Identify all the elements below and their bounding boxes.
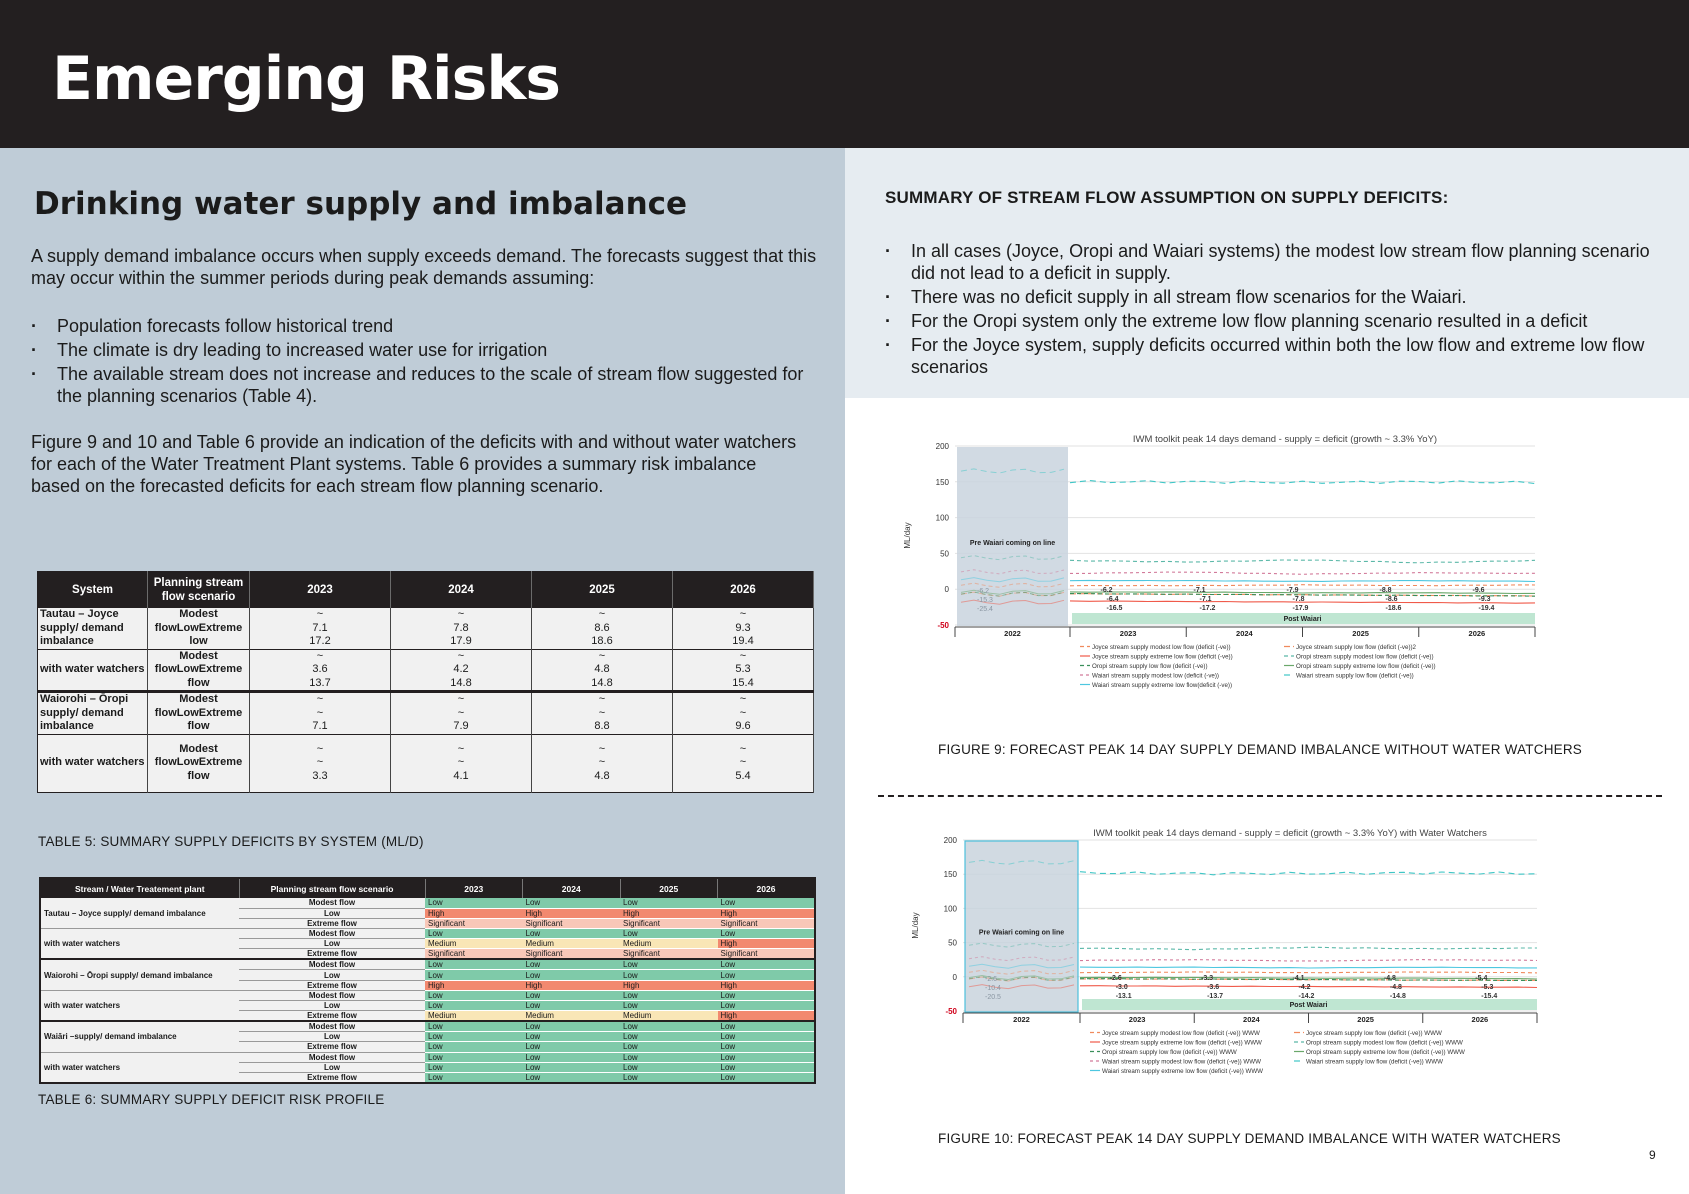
legend-entry: Oropi stream supply low flow (deficit (-ve)) WWW xyxy=(1102,1049,1237,1056)
legend-entry: Waiari stream supply low flow (deficit (-ve)) WWW xyxy=(1306,1058,1443,1066)
scenario-cell: Modest flowLowExtreme flow xyxy=(148,649,250,692)
risk-cell: High xyxy=(523,908,621,918)
legend-entry: Oropi stream supply modest low flow (deficit (-ve)) WWW xyxy=(1306,1039,1463,1047)
system-cell: Waiāri –supply/ demand imbalance xyxy=(40,1021,239,1052)
table-row xyxy=(40,990,815,1000)
x-tick-label: 2026 xyxy=(1468,629,1486,638)
risk-cell: Significant xyxy=(523,949,621,960)
y-tick-label: 0 xyxy=(944,585,949,595)
scenario-cell: Low xyxy=(239,908,425,918)
data-label: -17.2 xyxy=(1199,605,1216,613)
value-cell: ~ ~ 5.4 xyxy=(673,734,814,792)
value-cell: ~ 9.3 19.4 xyxy=(673,608,814,650)
risk-cell: High xyxy=(718,939,816,949)
risk-cell: Significant xyxy=(425,918,523,928)
y-tick-label: 100 xyxy=(935,513,949,523)
data-label: -8.6 xyxy=(1385,596,1398,604)
legend-entry: Joyce stream supply low flow (deficit (-ve))2 xyxy=(1296,644,1417,651)
system-cell: with water watchers xyxy=(38,734,148,792)
risk-cell: Low xyxy=(718,929,816,939)
table-header-cell: 2023 xyxy=(425,878,523,898)
value-cell: ~ ~ 7.1 xyxy=(250,692,391,735)
risk-cell: High xyxy=(718,908,816,918)
risk-cell: Low xyxy=(718,1052,816,1062)
risk-cell: Low xyxy=(425,970,523,980)
system-cell: Waiorohi – Ōropi supply/ demand imbalance xyxy=(38,692,148,735)
risk-cell: Low xyxy=(620,1021,718,1032)
scenario-cell: Modest flow xyxy=(239,929,425,939)
table-header-cell: 2025 xyxy=(532,572,673,608)
y-tick-label: 50 xyxy=(948,938,957,948)
scenario-cell: Modest flowLowExtreme flow xyxy=(148,734,250,792)
data-label: -10.4 xyxy=(985,984,1001,992)
value-cell: ~ 4.8 14.8 xyxy=(532,649,673,692)
legend-entry: Waiari stream supply extreme low flow (deficit (-ve)) WWW xyxy=(1102,1068,1264,1075)
pre-waiari-label: Pre Waiari coming on line xyxy=(969,539,1056,547)
table-row xyxy=(40,898,815,908)
risk-cell: Low xyxy=(523,1062,621,1072)
legend-entry: Oropi stream supply modest low flow (deficit (-ve)) xyxy=(1296,653,1434,661)
data-label: -6.2 xyxy=(1100,587,1113,595)
x-tick-label: 2023 xyxy=(1128,1015,1146,1024)
risk-cell: Low xyxy=(718,1072,816,1083)
data-label: -6.2 xyxy=(977,588,990,596)
system-cell: with water watchers xyxy=(40,929,239,960)
risk-cell: Significant xyxy=(620,918,718,928)
risk-cell: Low xyxy=(620,929,718,939)
x-tick-label: 2022 xyxy=(1013,1015,1030,1024)
risk-cell: Low xyxy=(718,1062,816,1072)
series-line xyxy=(1070,572,1535,574)
value-cell: ~ ~ 9.6 xyxy=(673,692,814,735)
risk-cell: Low xyxy=(425,898,523,908)
table-row xyxy=(40,1021,815,1032)
value-cell: ~ 3.6 13.7 xyxy=(250,649,391,692)
list-item: · In all cases (Joyce, Oropi and Waiari systems) the modest low stream flow planning scenario did not lead to a deficit in supply. xyxy=(885,240,1660,284)
figure-reference-paragraph: Figure 9 and 10 and Table 6 provide an indication of the deficits with and without water watchers for each of the Water Treatment Plant systems. Table 6 provides a summary risk imbalance based on the forecasted deficits for each stream flow planning scenario. xyxy=(31,432,797,496)
data-label: -7.1 xyxy=(1199,596,1212,604)
risk-cell: Low xyxy=(620,959,718,970)
risk-cell: Medium xyxy=(523,939,621,949)
scenario-cell: Low xyxy=(239,1032,425,1042)
scenario-cell: Low xyxy=(239,1062,425,1072)
pre-waiari-label: Pre Waiari coming on line xyxy=(978,929,1065,937)
divider xyxy=(878,795,1662,797)
list-item: · The available stream does not increase and reduces to the scale of stream flow suggested for the planning scenarios (Table 4). xyxy=(31,363,821,407)
legend-entry: Joyce stream supply low flow (deficit (-ve)) WWW xyxy=(1306,1030,1442,1037)
value-cell: ~ ~ 7.9 xyxy=(391,692,532,735)
table-row xyxy=(38,608,814,650)
figure10-caption: FIGURE 10: FORECAST PEAK 14 DAY SUPPLY DEMAND IMBALANCE WITH WATER WATCHERS xyxy=(938,1131,1561,1146)
risk-cell: Low xyxy=(425,959,523,970)
scenario-cell: Low xyxy=(239,970,425,980)
scenario-cell: Modest flow xyxy=(239,898,425,908)
figure9-chart xyxy=(900,428,1640,733)
risk-cell: Low xyxy=(425,1001,523,1011)
scenario-cell: Low xyxy=(239,939,425,949)
data-label: -15.4 xyxy=(1481,992,1498,1000)
value-cell: ~ 8.6 18.6 xyxy=(532,608,673,650)
data-label: -18.6 xyxy=(1385,605,1402,613)
risk-cell: Low xyxy=(523,1032,621,1042)
scenario-cell: Extreme flow xyxy=(239,1011,425,1022)
risk-cell: High xyxy=(718,1011,816,1022)
scenario-cell: Modest flow xyxy=(239,959,425,970)
scenario-cell: Extreme flow xyxy=(239,949,425,960)
series-line xyxy=(1080,972,1537,973)
risk-cell: Low xyxy=(718,970,816,980)
scenario-cell: Low xyxy=(239,1001,425,1011)
risk-cell: Low xyxy=(523,990,621,1000)
risk-cell: Low xyxy=(523,1042,621,1052)
risk-cell: Low xyxy=(620,1072,718,1083)
data-label: -7.9 xyxy=(1286,587,1299,595)
risk-cell: Low xyxy=(620,898,718,908)
x-tick-label: 2024 xyxy=(1236,629,1253,638)
table-row xyxy=(38,649,814,692)
risk-cell: High xyxy=(425,908,523,918)
data-label: -7.1 xyxy=(1193,587,1206,595)
scenario-cell: Modest flow xyxy=(239,990,425,1000)
data-label: -14.2 xyxy=(1298,992,1315,1000)
scenario-cell: Extreme flow xyxy=(239,980,425,990)
scenario-cell: Modest flowLowExtreme low xyxy=(148,608,250,650)
data-label: -16.5 xyxy=(1106,605,1123,613)
y-tick-label: 50 xyxy=(940,549,949,559)
data-label: -2.6 xyxy=(1109,974,1122,982)
system-cell: Waiorohi – Ōropi supply/ demand imbalance xyxy=(40,959,239,990)
table-header-cell: System xyxy=(38,572,148,608)
risk-cell: Low xyxy=(620,1042,718,1052)
data-label: -4.8 xyxy=(1383,974,1396,982)
data-label: -5.3 xyxy=(1481,983,1494,991)
risk-cell: Low xyxy=(718,959,816,970)
data-label: -13.7 xyxy=(1207,992,1224,1000)
risk-cell: Medium xyxy=(523,1011,621,1022)
data-label: -3.0 xyxy=(1115,983,1128,991)
scenario-cell: Modest flowLowExtreme flow xyxy=(148,692,250,735)
data-label: -3.3 xyxy=(1201,974,1214,982)
risk-cell: Low xyxy=(523,970,621,980)
list-item: · The climate is dry leading to increased water use for irrigation xyxy=(31,339,821,361)
legend-entry: Oropi stream supply extreme low flow (deficit (-ve)) xyxy=(1296,663,1436,670)
series-line xyxy=(1080,967,1537,968)
value-cell: ~ 4.2 14.8 xyxy=(391,649,532,692)
risk-cell: Low xyxy=(718,1021,816,1032)
data-label: -25.4 xyxy=(977,606,993,614)
y-tick-label: 200 xyxy=(935,442,949,451)
risk-profile-table xyxy=(39,877,816,1084)
data-label: -17.9 xyxy=(1292,605,1309,613)
data-label: -14.8 xyxy=(1389,992,1406,1000)
table-row xyxy=(38,692,814,735)
value-cell: ~ ~ 4.8 xyxy=(532,734,673,792)
risk-cell: Significant xyxy=(425,949,523,960)
table-header-cell: Stream / Water Treatement plant xyxy=(40,878,239,898)
legend-entry: Joyce stream supply extreme low flow (deficit (-ve)) xyxy=(1092,653,1233,661)
risk-cell: High xyxy=(523,980,621,990)
table5-caption: TABLE 5: SUMMARY SUPPLY DEFICITS BY SYSTEM (ML/D) xyxy=(38,834,424,849)
legend-entry: Oropi stream supply low flow (deficit (-ve)) xyxy=(1092,663,1208,670)
legend-entry: Waiari stream supply modest low flow (deficit (-ve)) WWW xyxy=(1102,1058,1261,1066)
series-line xyxy=(1070,585,1535,586)
list-item: · For the Joyce system, supply deficits occurred within both the low flow and extreme low flow scenarios xyxy=(885,334,1660,378)
scenario-cell: Modest flow xyxy=(239,1052,425,1062)
list-item: · There was no deficit supply in all stream flow scenarios for the Waiari. xyxy=(885,286,1660,308)
data-label: -19.4 xyxy=(1478,605,1495,613)
y-tick-label: 150 xyxy=(943,870,957,880)
page-title: Emerging Risks xyxy=(52,44,560,114)
data-label: -4.8 xyxy=(1389,983,1402,991)
risk-cell: High xyxy=(620,980,718,990)
risk-cell: Low xyxy=(425,1032,523,1042)
legend-entry: Waiari stream supply modest low (deficit (-ve)) xyxy=(1092,672,1219,680)
list-item: · Population forecasts follow historical trend xyxy=(31,315,821,337)
chart-title: IWM toolkit peak 14 days demand - supply = deficit (growth ~ 3.3% YoY) xyxy=(1132,434,1438,445)
table-header-cell: 2024 xyxy=(523,878,621,898)
data-label: -20.5 xyxy=(985,993,1001,1001)
series-line xyxy=(1070,592,1535,594)
data-label: -6.4 xyxy=(1106,596,1119,604)
data-label: -3.6 xyxy=(1207,983,1220,991)
risk-cell: Low xyxy=(620,990,718,1000)
risk-cell: Low xyxy=(718,1001,816,1011)
risk-cell: Medium xyxy=(620,1011,718,1022)
y-tick-label: 200 xyxy=(943,836,957,845)
y-tick-label: -50 xyxy=(937,621,949,630)
summary-list xyxy=(885,240,1660,380)
pre-waiari-band xyxy=(957,447,1068,626)
risk-cell: Low xyxy=(425,1052,523,1062)
risk-cell: Significant xyxy=(718,918,816,928)
data-label: -9.3 xyxy=(1478,596,1491,604)
data-label: -8.8 xyxy=(1379,587,1392,595)
table-header-cell: 2023 xyxy=(250,572,391,608)
y-tick-label: 0 xyxy=(952,972,957,982)
legend-entry: Oropi stream supply extreme low flow (deficit (-ve)) WWW xyxy=(1306,1049,1465,1056)
risk-cell: Low xyxy=(425,1072,523,1083)
scenario-cell: Extreme flow xyxy=(239,918,425,928)
risk-cell: Low xyxy=(425,1021,523,1032)
risk-cell: Low xyxy=(718,1042,816,1052)
risk-cell: High xyxy=(620,908,718,918)
risk-cell: Low xyxy=(718,1032,816,1042)
system-cell: with water watchers xyxy=(38,649,148,692)
table-header-cell: 2026 xyxy=(673,572,814,608)
table6-caption: TABLE 6: SUMMARY SUPPLY DEFICIT RISK PROFILE xyxy=(38,1092,385,1107)
list-item: · For the Oropi system only the extreme low flow planning scenario resulted in a deficit xyxy=(885,310,1660,332)
risk-cell: Low xyxy=(620,1001,718,1011)
x-tick-label: 2023 xyxy=(1119,629,1137,638)
legend-entry: Joyce stream supply modest low flow (deficit (-ve)) WWW xyxy=(1102,1030,1260,1037)
value-cell: ~ ~ 3.3 xyxy=(250,734,391,792)
risk-cell: Low xyxy=(425,929,523,939)
table-row xyxy=(40,929,815,939)
x-tick-label: 2025 xyxy=(1352,629,1369,638)
intro-paragraph: A supply demand imbalance occurs when supply exceeds demand. The forecasts suggest that this may occur within the summer periods during peak demands assuming: xyxy=(31,246,817,288)
value-cell: ~ ~ 4.1 xyxy=(391,734,532,792)
scenario-cell: Extreme flow xyxy=(239,1042,425,1052)
risk-cell: Low xyxy=(425,1062,523,1072)
risk-cell: Significant xyxy=(718,949,816,960)
scenario-cell: Modest flow xyxy=(239,1021,425,1032)
x-tick-label: 2024 xyxy=(1243,1015,1260,1024)
data-label: -4.1 xyxy=(1292,974,1305,982)
value-cell: ~ ~ 8.8 xyxy=(532,692,673,735)
chart-svg xyxy=(900,428,1640,733)
data-label: -4.2 xyxy=(1298,983,1311,991)
page-number: 9 xyxy=(1649,1148,1656,1162)
table-row xyxy=(40,959,815,970)
risk-cell: Significant xyxy=(620,949,718,960)
y-axis-label: ML/day xyxy=(903,522,912,549)
risk-cell: High xyxy=(718,980,816,990)
value-cell: ~ 5.3 15.4 xyxy=(673,649,814,692)
risk-cell: Low xyxy=(523,1052,621,1062)
risk-cell: Low xyxy=(620,1052,718,1062)
data-label: -13.1 xyxy=(1115,992,1132,1000)
scenario-cell: Extreme flow xyxy=(239,1072,425,1083)
risk-cell: Medium xyxy=(425,939,523,949)
y-tick-label: 100 xyxy=(943,904,957,914)
post-waiari-label: Post Waiari xyxy=(1289,1002,1328,1009)
table-header-cell: 2025 xyxy=(620,878,718,898)
series-line xyxy=(1070,580,1535,581)
risk-cell: Low xyxy=(523,929,621,939)
x-tick-label: 2022 xyxy=(1004,629,1021,638)
data-label: -15.3 xyxy=(977,597,993,605)
figure9-caption: FIGURE 9: FORECAST PEAK 14 DAY SUPPLY DEMAND IMBALANCE WITHOUT WATER WATCHERS xyxy=(938,742,1583,757)
risk-cell: Low xyxy=(620,970,718,980)
table-row xyxy=(38,734,814,792)
pre-waiari-band xyxy=(965,841,1078,1012)
risk-cell: Low xyxy=(718,898,816,908)
y-axis-label: ML/day xyxy=(911,912,920,939)
data-label: -7.8 xyxy=(1292,596,1305,604)
table-header-cell: 2026 xyxy=(718,878,816,898)
data-label: -2.6 xyxy=(985,975,998,983)
value-cell: ~ 7.8 17.9 xyxy=(391,608,532,650)
risk-cell: Low xyxy=(523,898,621,908)
section-title: Drinking water supply and imbalance xyxy=(34,186,688,222)
table-header-cell: Planning stream flow scenario xyxy=(148,572,250,608)
risk-cell: Medium xyxy=(620,939,718,949)
x-tick-label: 2025 xyxy=(1357,1015,1374,1024)
table-header-cell: 2024 xyxy=(391,572,532,608)
risk-cell: Low xyxy=(523,1021,621,1032)
chart-title: IWM toolkit peak 14 days demand - supply = deficit (growth ~ 3.3% YoY) with Water Watchers xyxy=(1093,828,1487,839)
post-waiari-label: Post Waiari xyxy=(1283,616,1322,623)
legend-entry: Joyce stream supply extreme low flow (deficit (-ve)) WWW xyxy=(1102,1039,1262,1047)
table-row xyxy=(40,1052,815,1062)
risk-cell: Significant xyxy=(523,918,621,928)
legend-entry: Joyce stream supply modest low flow (deficit (-ve)) xyxy=(1092,644,1231,651)
risk-cell: Low xyxy=(523,1001,621,1011)
risk-cell: Low xyxy=(425,1042,523,1052)
series-line xyxy=(1070,560,1535,563)
figure10-chart xyxy=(908,822,1644,1127)
risk-cell: Low xyxy=(620,1032,718,1042)
risk-cell: Low xyxy=(718,990,816,1000)
system-cell: with water watchers xyxy=(40,990,239,1021)
series-line xyxy=(1080,960,1537,961)
system-cell: Tautau – Joyce supply/ demand imbalance xyxy=(40,898,239,929)
legend-entry: Waiari stream supply extreme low flow(deficit (-ve)) xyxy=(1092,682,1233,689)
risk-cell: Medium xyxy=(425,1011,523,1022)
page-header xyxy=(0,0,1689,148)
risk-cell: Low xyxy=(523,1072,621,1083)
assumption-list xyxy=(31,315,821,409)
series-line xyxy=(1080,947,1537,950)
value-cell: ~ 7.1 17.2 xyxy=(250,608,391,650)
system-cell: Tautau – Joyce supply/ demand imbalance xyxy=(38,608,148,650)
risk-cell: Low xyxy=(425,990,523,1000)
supply-deficit-table xyxy=(37,571,814,793)
x-tick-label: 2026 xyxy=(1471,1015,1489,1024)
chart-svg xyxy=(908,822,1644,1127)
risk-cell: Low xyxy=(523,959,621,970)
table-header-cell: Planning stream flow scenario xyxy=(239,878,425,898)
summary-title: SUMMARY OF STREAM FLOW ASSUMPTION ON SUPPLY DEFICITS: xyxy=(885,188,1449,207)
y-tick-label: 150 xyxy=(935,477,949,487)
data-label: -5.4 xyxy=(1475,974,1488,982)
system-cell: with water watchers xyxy=(40,1052,239,1083)
risk-cell: Low xyxy=(620,1062,718,1072)
y-tick-label: -50 xyxy=(945,1007,957,1016)
risk-cell: High xyxy=(425,980,523,990)
legend-entry: Waiari stream supply low flow (deficit (-ve)) xyxy=(1296,672,1414,680)
data-label: -9.6 xyxy=(1472,587,1485,595)
